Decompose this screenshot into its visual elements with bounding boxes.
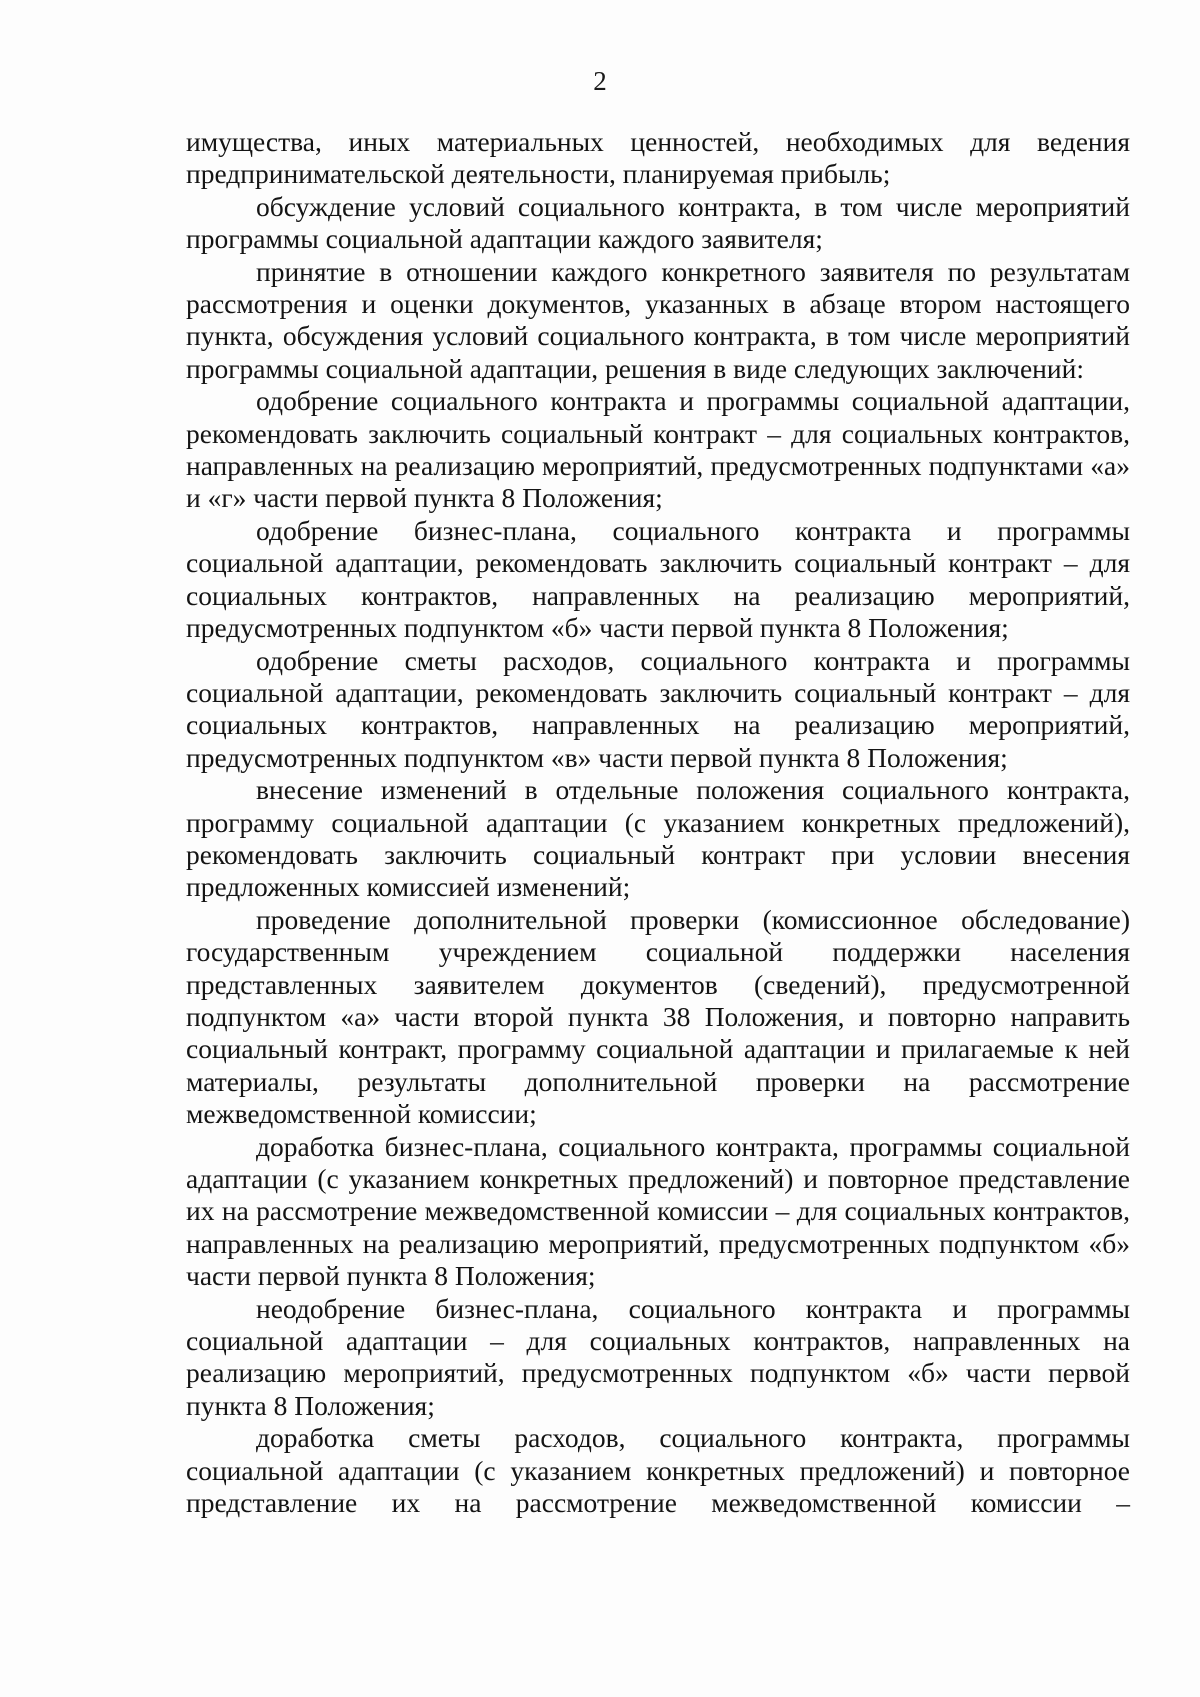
paragraph: одобрение социального контракта и программы социальной адаптации, рекомендовать заключить социальный контракт – для социальных контрактов, направленных на реализацию мероприятий, предусмотренных подпунктами «а» и «г» части первой пункта 8 Положения; [186, 385, 1130, 514]
paragraph: доработка сметы расходов, социального контракта, программы социальной адаптации (с указанием конкретных предложений) и повторное представление их на рассмотрение межведомственной комиссии – [186, 1422, 1130, 1519]
paragraph: одобрение сметы расходов, социального контракта и программы социальной адаптации, рекомендовать заключить социальный контракт – для социальных контрактов, направленных на реализацию мероприятий, предусмотренных подпунктом «в» части первой пункта 8 Положения; [186, 644, 1130, 773]
paragraph: неодобрение бизнес-плана, социального контракта и программы социальной адаптации – для социальных контрактов, направленных на реализацию мероприятий, предусмотренных подпунктом «б» части первой пункта 8 Положения; [186, 1292, 1130, 1421]
paragraph: принятие в отношении каждого конкретного заявителя по результатам рассмотрения и оценки документов, указанных в абзаце втором настоящего пункта, обсуждения условий социального контракта, в том числе мероприятий программы социальной адаптации, решения в виде следующих заключений: [186, 255, 1130, 384]
paragraph: обсуждение условий социального контракта, в том числе мероприятий программы социальной адаптации каждого заявителя; [186, 190, 1130, 255]
paragraph: доработка бизнес-плана, социального контракта, программы социальной адаптации (с указанием конкретных предложений) и повторное представление их на рассмотрение межведомственной комиссии – для социальных контрактов, направленных на реализацию мероприятий, предусмотренных подпунктом «б» части первой пункта 8 Положения; [186, 1130, 1130, 1292]
paragraph-continuation: имущества, иных материальных ценностей, необходимых для ведения предпринимательской деятельности, планируемая прибыль; [186, 126, 1130, 190]
paragraph: одобрение бизнес-плана, социального контракта и программы социальной адаптации, рекомендовать заключить социальный контракт – для социальных контрактов, направленных на реализацию мероприятий, предусмотренных подпунктом «б» части первой пункта 8 Положения; [186, 514, 1130, 644]
page-number: 2 [593, 66, 607, 96]
document-body [186, 126, 1130, 1519]
paragraph: внесение изменений в отдельные положения социального контракта, программу социальной адаптации (с указанием конкретных предложений), рекомендовать заключить социальный контракт при условии внесения предложенных комиссией изменений; [186, 774, 1130, 903]
paragraph: проведение дополнительной проверки (комиссионное обследование) государственным учреждением социальной поддержки населения представленных заявителем документов (сведений), предусмотренной подпунктом «а» части второй пункта 38 Положения, и повторно направить социальный контракт, программу социальной адаптации и прилагаемые к ней материалы, результаты дополнительной проверки на рассмотрение межведомственной комиссии; [186, 903, 1130, 1130]
